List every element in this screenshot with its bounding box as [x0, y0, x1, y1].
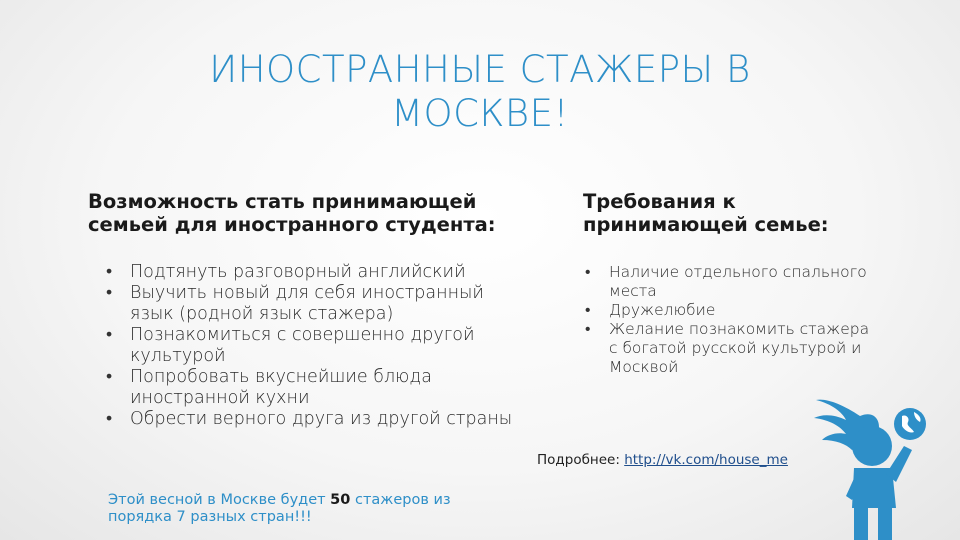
requirements-list — [581, 263, 881, 377]
trainee-count: 50 — [330, 492, 351, 508]
more-info — [537, 452, 788, 468]
right-column-heading — [583, 190, 829, 236]
right-heading-line-2: принимающей семье: — [583, 213, 829, 236]
list-item: • Подтянуть разговорный английский — [102, 262, 532, 283]
list-item: • Познакомиться с совершенно другой культурой — [102, 325, 532, 367]
vk-link[interactable]: http://vk.com/house_me — [624, 452, 788, 468]
list-item: • Желание познакомить стажера с богатой русской культурой и Москвой — [581, 320, 881, 377]
list-item: • Выучить новый для себя иностранный язык (родной язык стажера) — [102, 283, 532, 325]
footer-text-end: стажеров из порядка 7 разных стран!!! — [108, 492, 451, 525]
slide-title — [180, 48, 780, 136]
left-column-heading — [88, 190, 496, 236]
left-heading-line-2: семьей для иностранного студента: — [88, 213, 496, 236]
left-heading-line-1: Возможность стать принимающей — [88, 190, 477, 213]
more-info-label: Подробнее: — [537, 452, 625, 468]
list-item: • Наличие отдельного спального места — [581, 263, 881, 301]
mascot-holding-globe-icon — [812, 384, 932, 540]
right-heading-line-1: Требования к — [583, 190, 736, 213]
footer-text-start: Этой весной в Москве будет — [108, 492, 331, 508]
slide-title-line-2: МОСКВЕ! — [391, 92, 569, 135]
list-item: • Попробовать вкуснейшие блюда иностранной кухни — [102, 367, 532, 409]
list-item: • Дружелюбие — [581, 301, 881, 320]
benefits-list — [102, 262, 532, 430]
list-item: • Обрести верного друга из другой страны — [102, 409, 532, 430]
footer-note — [108, 492, 488, 526]
slide-title-line-1: ИНОСТРАННЫЕ СТАЖЕРЫ В — [209, 48, 751, 91]
